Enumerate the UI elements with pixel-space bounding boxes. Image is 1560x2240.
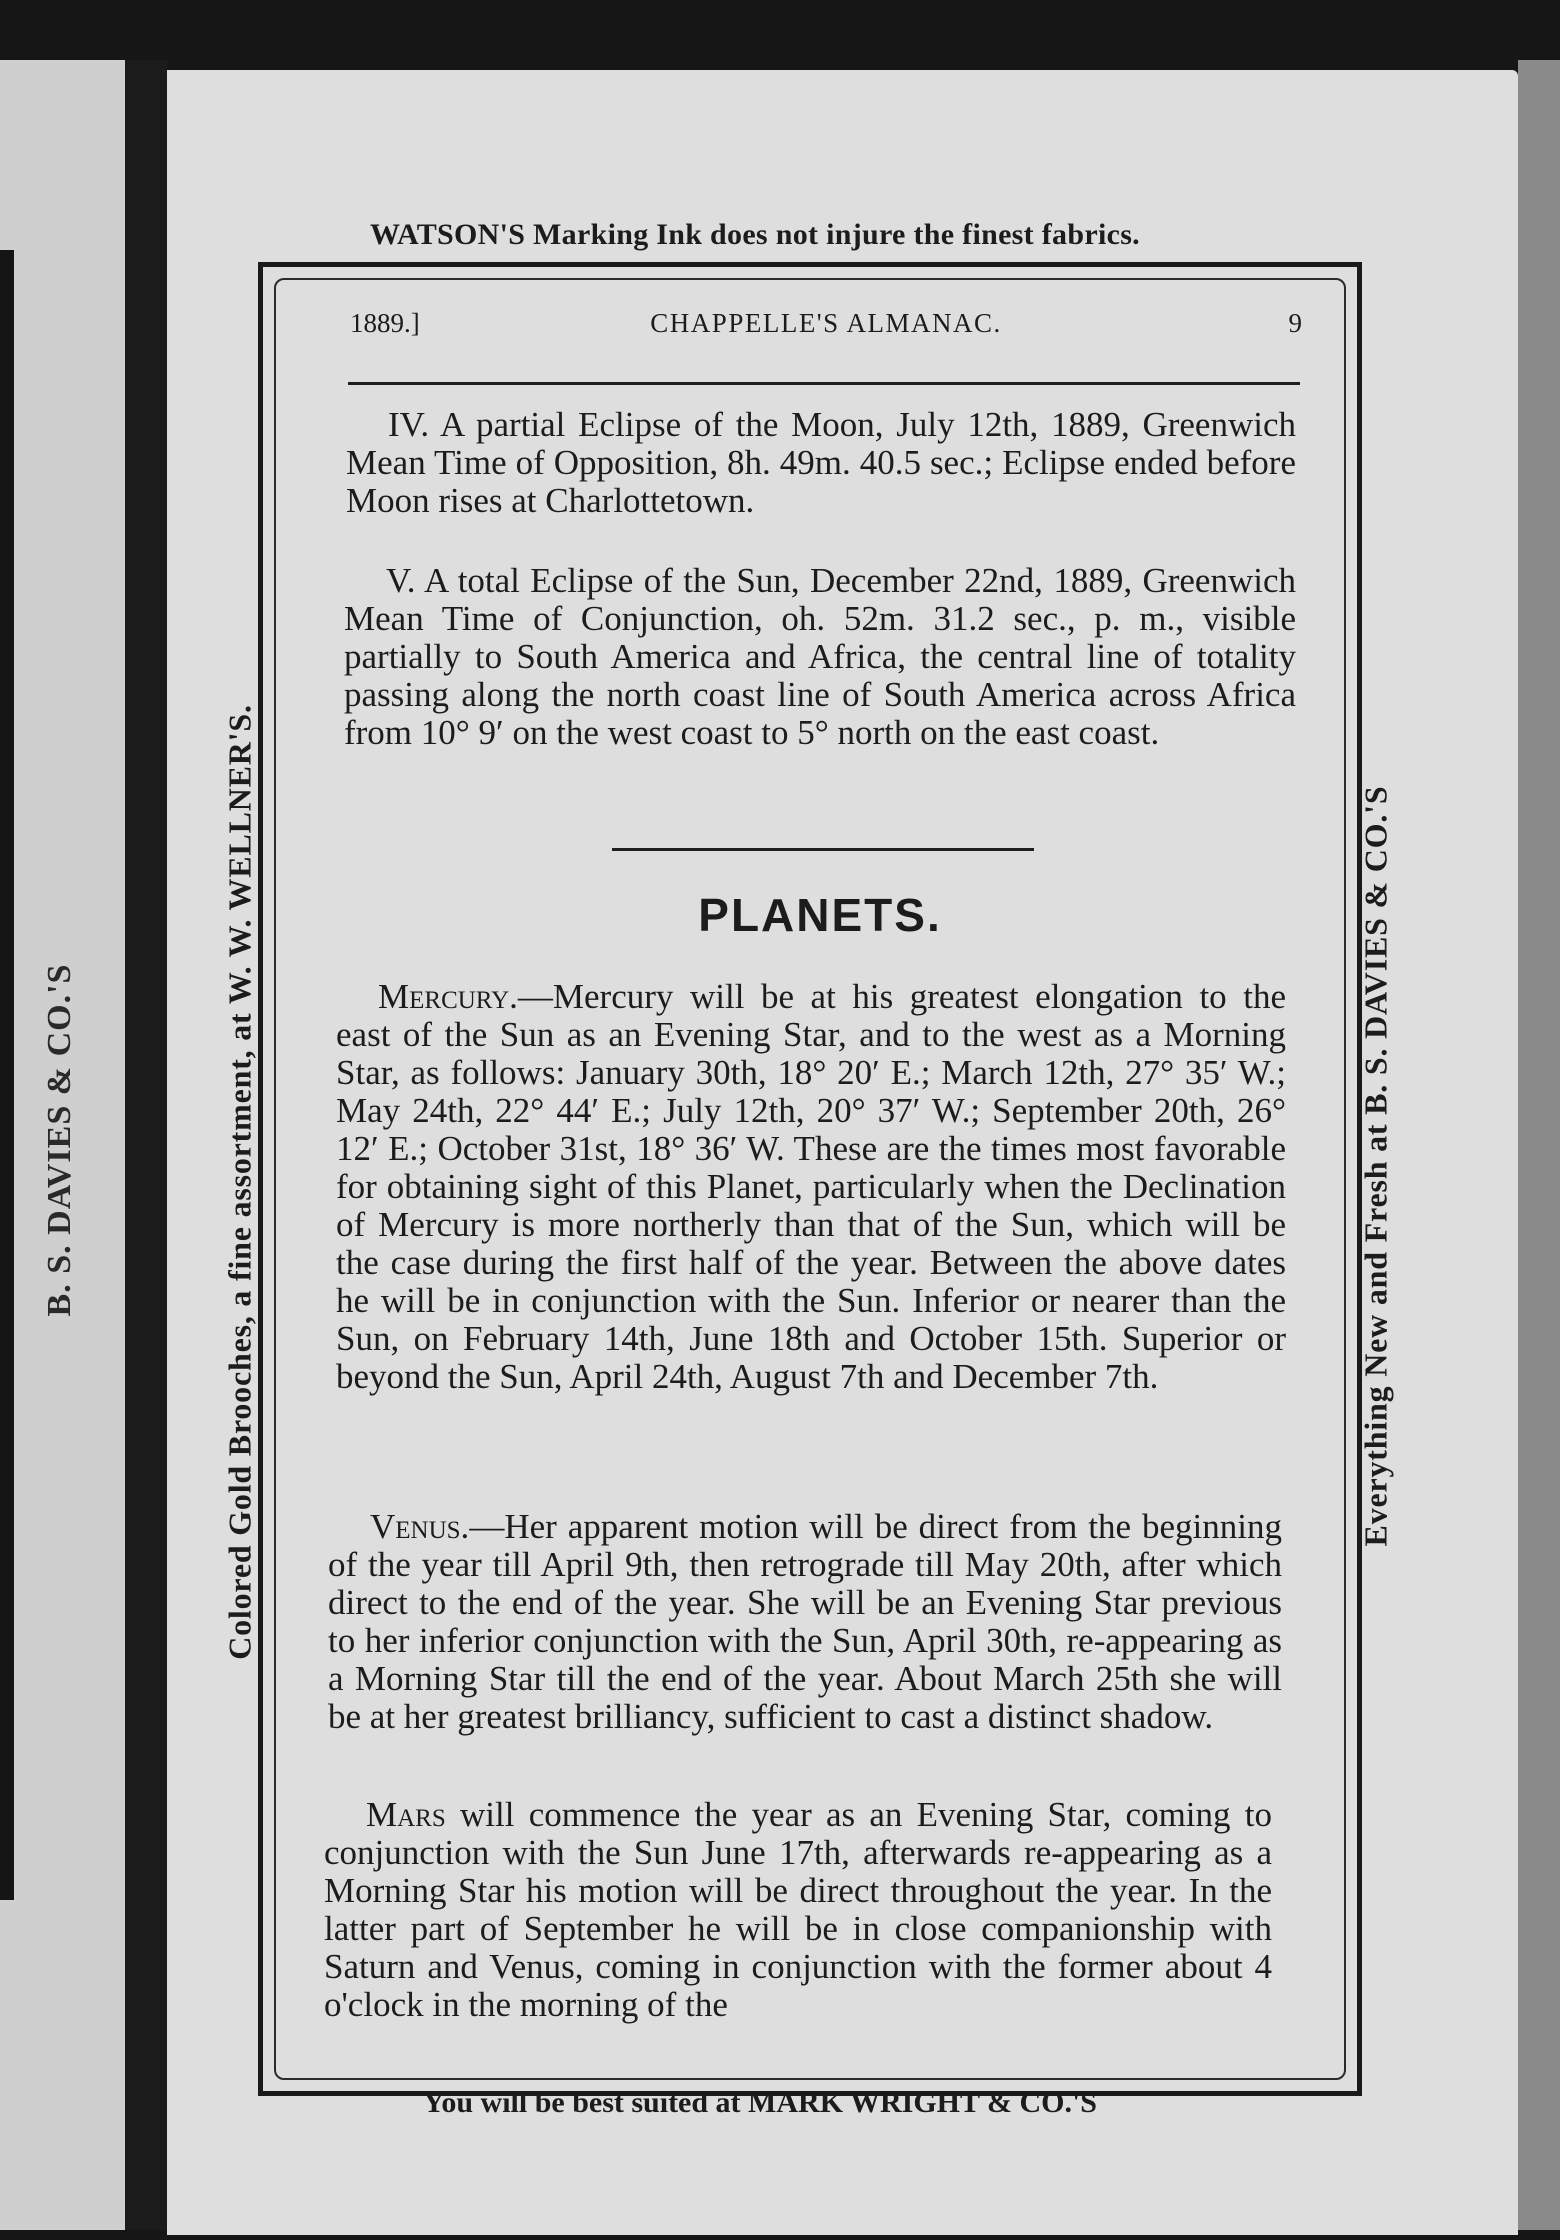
- left-page-dark-strip: [0, 250, 14, 1900]
- bottom-advertisement: You will be best suited at MARK WRIGHT & CO.'S: [423, 2086, 1097, 2119]
- top-advertisement: WATSON'S Marking Ink does not injure the finest fabrics.: [370, 218, 1140, 251]
- venus-paragraph: [328, 1508, 1282, 1736]
- mars-text: will commence the year as an Evening Star, coming to conjunction with the Sun June 17th, afterwards re-appearing as a Morning Star his motion will be direct throughout the year. In the latter part of September he will be in close companionship with Saturn and Venus, coming in conjunction with the former about 4 o'clock in the morning of the: [324, 1795, 1272, 2024]
- venus-text: —Her apparent motion will be direct from the beginning of the year till April 9th, then retrograde till May 20th, after which direct to the end of the year. She will be an Evening Star previous to her inferior conjunction with the Sun, April 30th, re-appearing as a Morning Star till the end of the year. About March 25th she will be at her greatest brilliancy, sufficient to cast a distinct shadow.: [328, 1507, 1282, 1736]
- header-rule: [348, 382, 1300, 385]
- venus-lead: Venus.: [370, 1507, 470, 1546]
- left-side-advertisement: Colored Gold Brooches, a fine assortment, at W. W. WELLNER'S.: [221, 704, 258, 1660]
- section-divider: [612, 848, 1034, 851]
- mars-paragraph: [324, 1796, 1272, 2024]
- left-page-side-text: B. S. DAVIES & CO.'S: [41, 963, 78, 1317]
- header-year: 1889.]: [350, 308, 420, 338]
- eclipse-iv-paragraph: IV. A partial Eclipse of the Moon, July 12th, 1889, Greenwich Mean Time of Opposition, 8h. 49m. 40.5 sec.; Eclipse ended before Moon rises at Charlottetown.: [346, 405, 1296, 520]
- right-side-advertisement: Everything New and Fresh at B. S. DAVIES & CO.'S: [1357, 785, 1394, 1547]
- page-number: 9: [1288, 308, 1302, 338]
- running-header: [350, 308, 1302, 354]
- mars-lead: Mars: [366, 1795, 446, 1834]
- mercury-lead: Mercury.: [378, 977, 518, 1016]
- mercury-paragraph: [336, 978, 1286, 1396]
- eclipse-v-paragraph: V. A total Eclipse of the Sun, December 22nd, 1889, Greenwich Mean Time of Conjunction, oh. 52m. 31.2 sec., p. m., visible partially to South America and Africa, the central line of totality passing along the north coast line of South America across Africa from 10° 9′ on the west coast to 5° north on the east coast.: [344, 561, 1296, 752]
- mercury-text: —Mercury will be at his greatest elongation to the east of the Sun as an Evening Star, and to the west as a Morning Star, as follows: January 30th, 18° 20′ E.; March 12th, 27° 35′ W.; May 24th, 22° 44′ E.; July 12th, 20° 37′ W.; September 20th, 26° 12′ E.; October 31st, 18° 36′ W. These are the times most favorable for obtaining sight of this Planet, particularly when the Declination of Mercury is more northerly than that of the Sun, which will be the case during the first half of the year. Between the above dates he will be in conjunction with the Sun. Inferior or nearer than the Sun, on February 14th, June 18th and October 15th. Superior or beyond the Sun, April 24th, August 7th and December 7th.: [336, 977, 1286, 1396]
- page-gutter: [125, 60, 167, 2230]
- right-margin: [1518, 60, 1560, 2230]
- section-heading: PLANETS.: [698, 889, 942, 941]
- header-title: CHAPPELLE'S ALMANAC.: [650, 308, 1002, 338]
